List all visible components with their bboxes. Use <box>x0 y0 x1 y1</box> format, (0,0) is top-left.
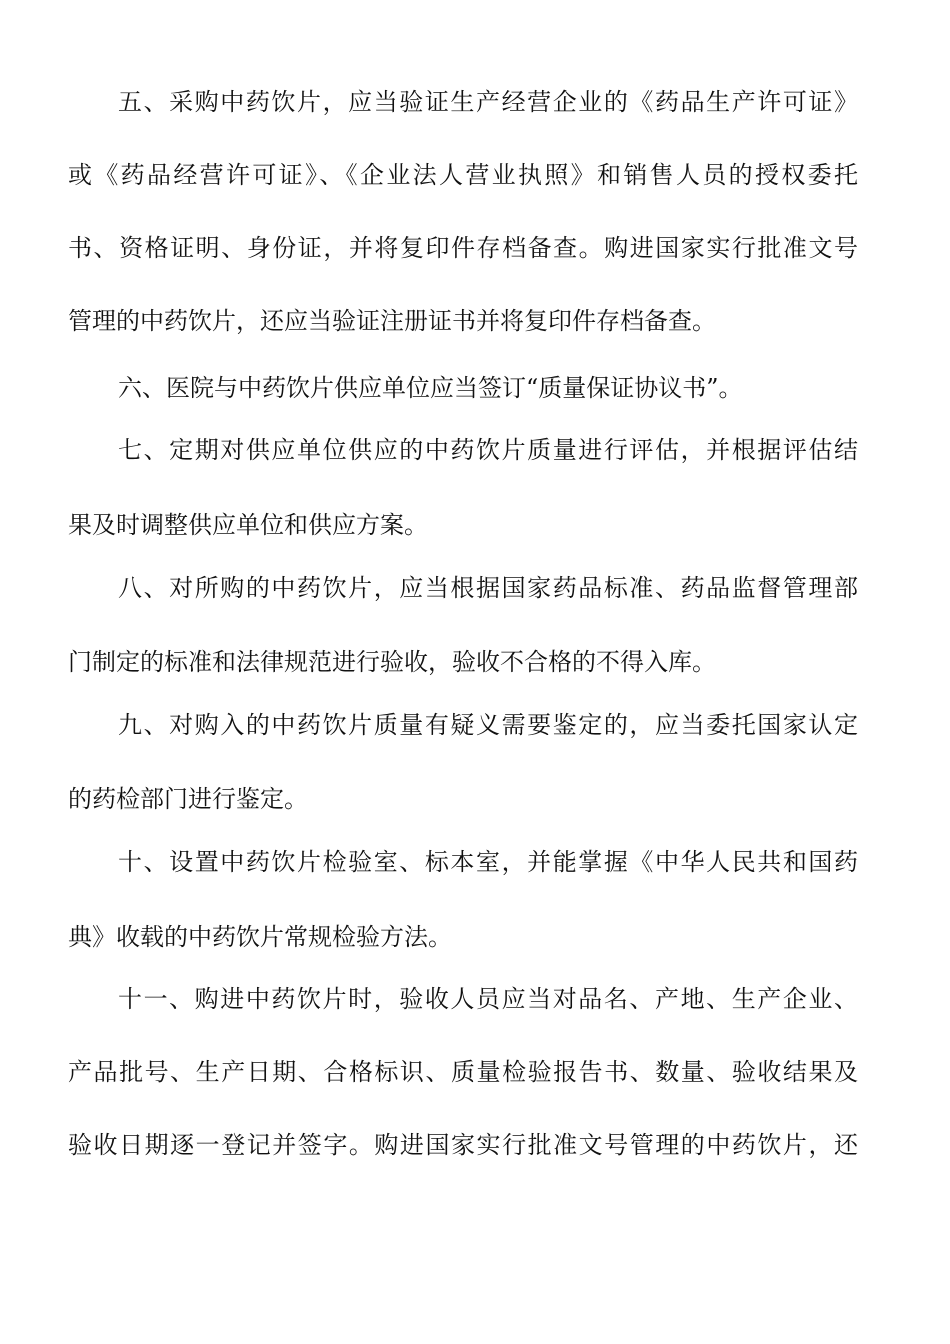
paragraph-5-line-1: 五、采购中药饮片，应当验证生产经营企业的《药品生产许可证》 <box>118 88 858 116</box>
paragraph-10-line-2: 典》收载的中药饮片常规检验方法。 <box>68 923 452 951</box>
paragraph-7-line-1: 七、定期对供应单位供应的中药饮片质量进行评估，并根据评估结 <box>118 436 858 464</box>
paragraph-11-line-2: 产品批号、生产日期、合格标识、质量检验报告书、数量、验收结果及 <box>68 1058 858 1086</box>
paragraph-5-line-2: 或《药品经营许可证》、《企业法人营业执照》和销售人员的授权委托 <box>68 161 858 189</box>
paragraph-6-line-1: 六、医院与中药饮片供应单位应当签订“质量保证协议书”。 <box>118 374 743 402</box>
paragraph-8-line-2: 门制定的标准和法律规范进行验收，验收不合格的不得入库。 <box>68 648 716 676</box>
paragraph-5-line-4: 管理的中药饮片，还应当验证注册证书并将复印件存档备查。 <box>68 307 716 335</box>
paragraph-10-line-1: 十、设置中药饮片检验室、标本室，并能掌握《中华人民共和国药 <box>118 848 858 876</box>
paragraph-8-line-1: 八、对所购的中药饮片，应当根据国家药品标准、药品监督管理部 <box>118 574 858 602</box>
paragraph-11-line-1: 十一、购进中药饮片时，验收人员应当对品名、产地、生产企业、 <box>118 985 858 1013</box>
paragraph-7-line-2: 果及时调整供应单位和供应方案。 <box>68 511 428 539</box>
paragraph-5-line-3: 书、资格证明、身份证，并将复印件存档备查。购进国家实行批准文号 <box>68 234 858 262</box>
paragraph-9-line-2: 的药检部门进行鉴定。 <box>68 785 308 813</box>
paragraph-11-line-3: 验收日期逐一登记并签字。购进国家实行批准文号管理的中药饮片，还 <box>68 1131 858 1159</box>
paragraph-9-line-1: 九、对购入的中药饮片质量有疑义需要鉴定的，应当委托国家认定 <box>118 711 858 739</box>
